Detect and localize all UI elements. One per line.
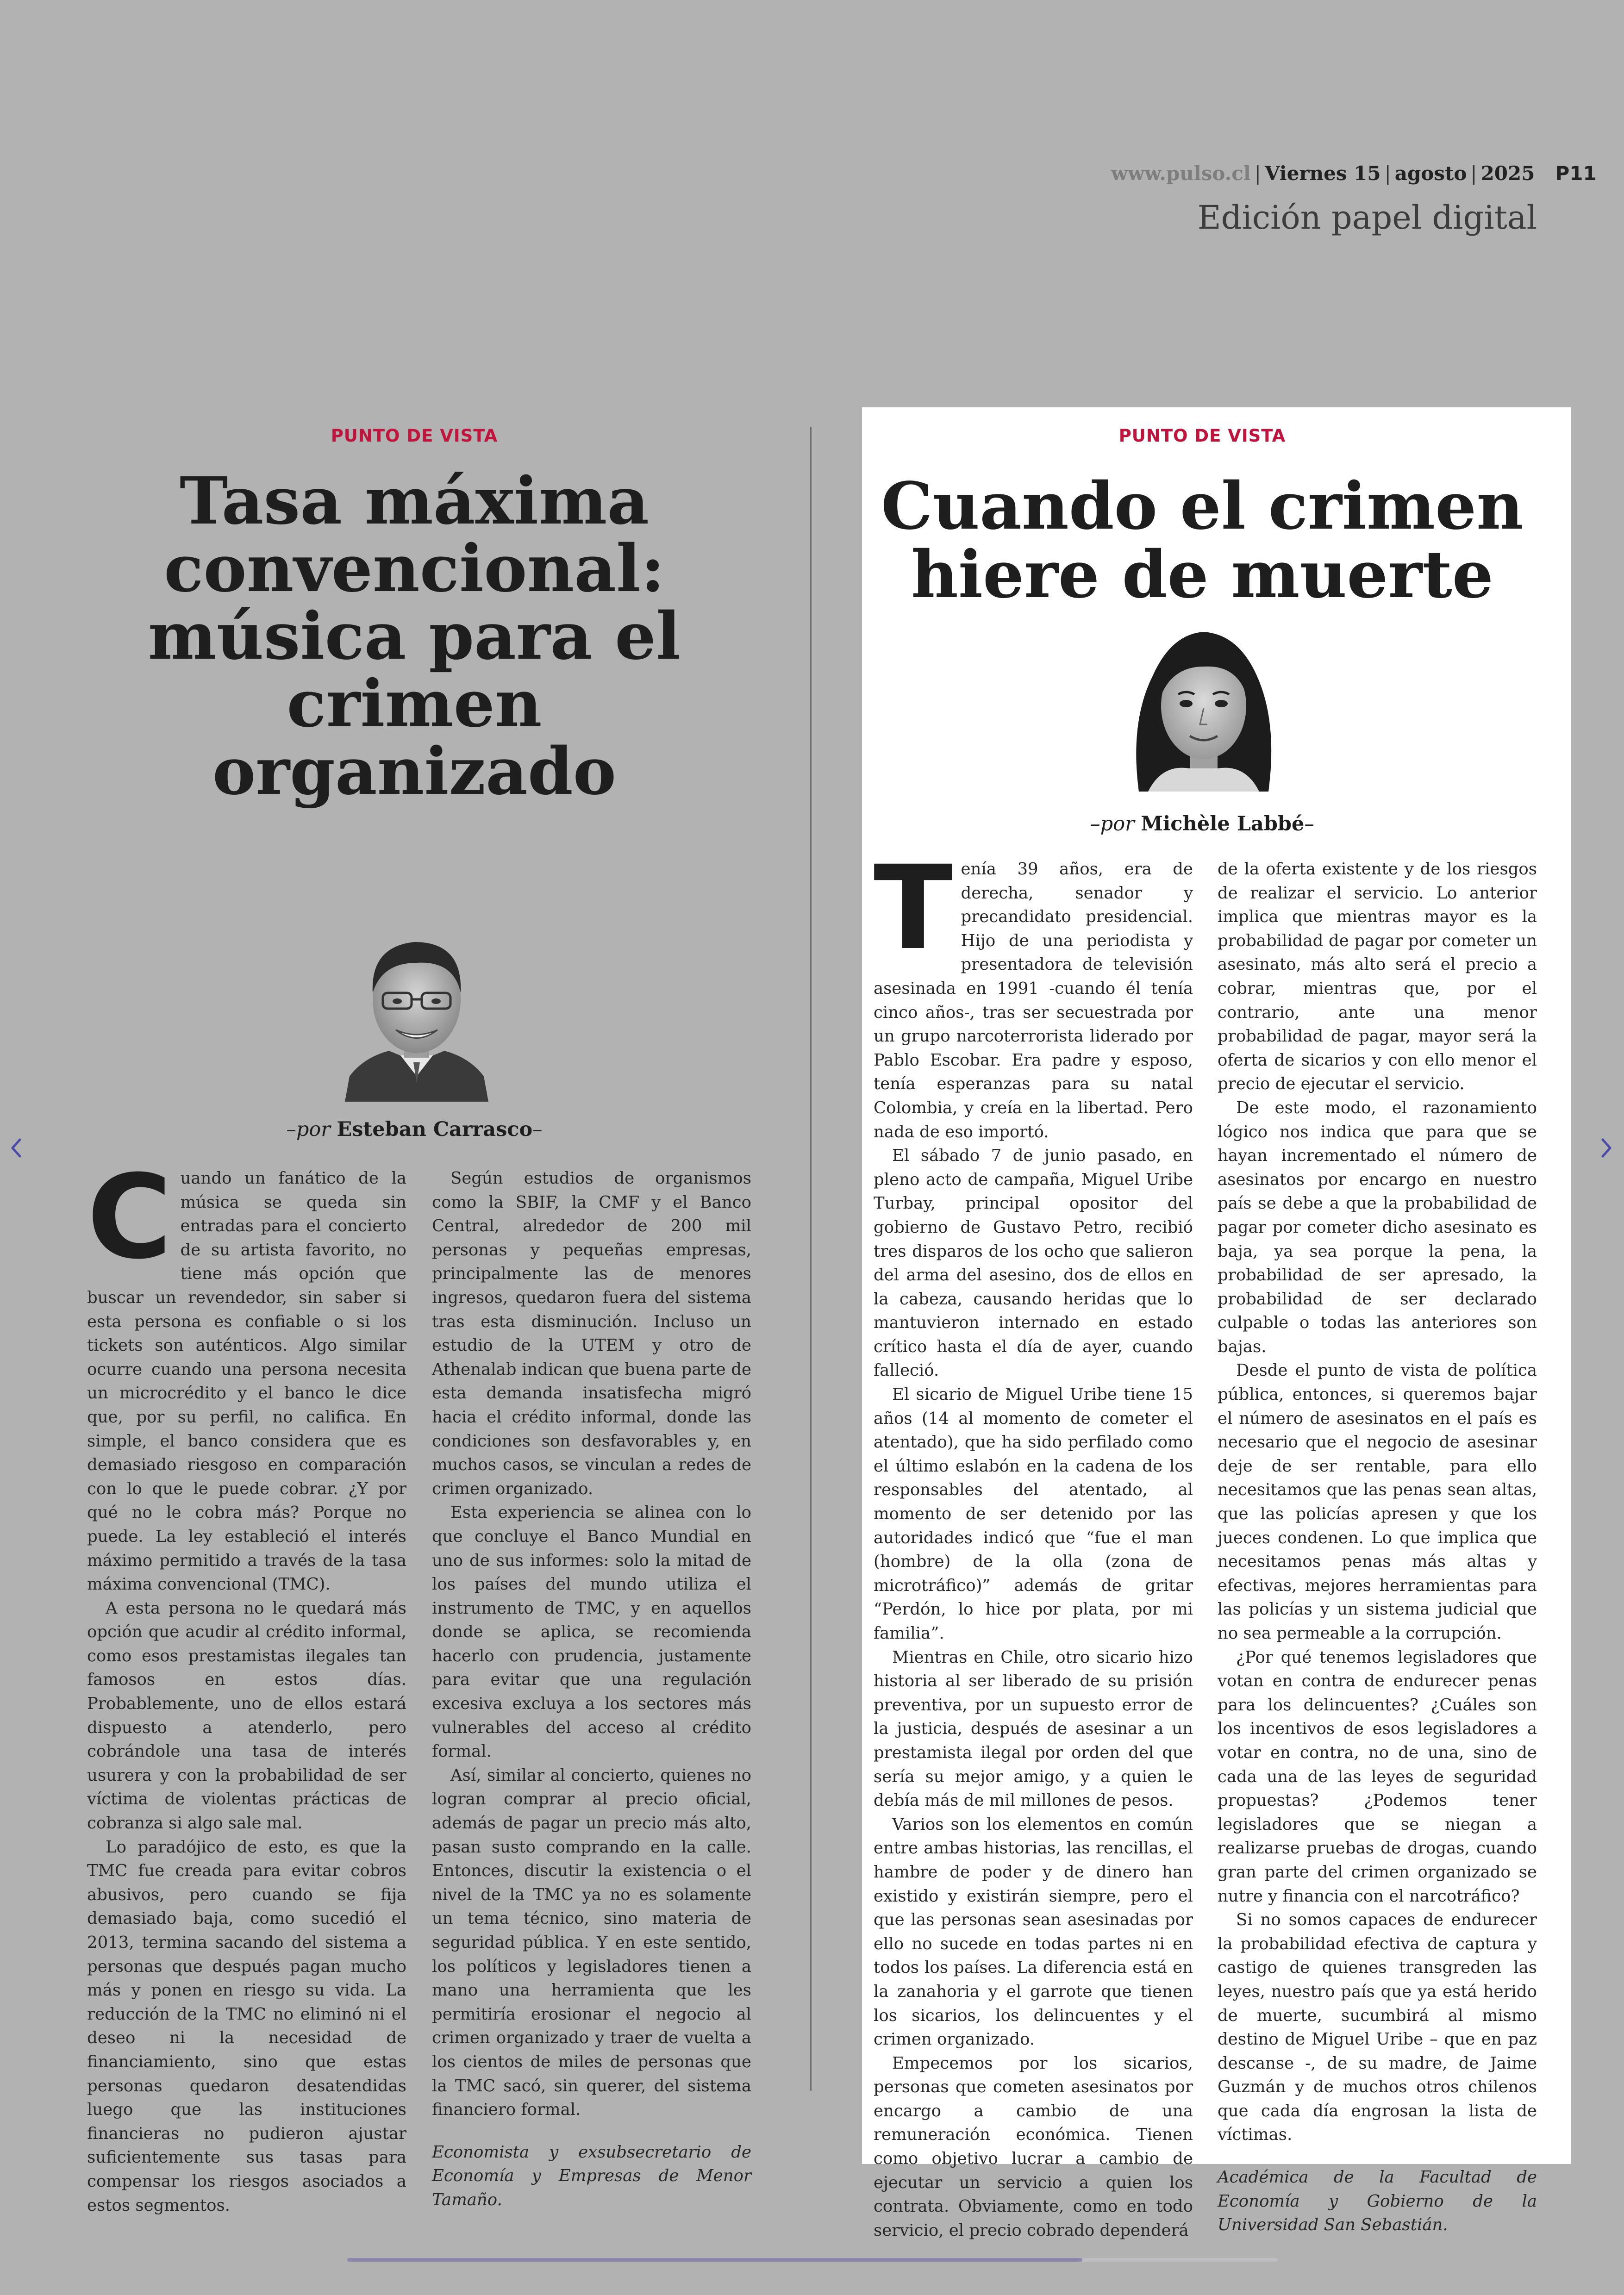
page-number: P11 (1555, 162, 1597, 185)
header-dateline: www.pulso.cl | Viernes 15 | agosto | 2025 P11 (1111, 162, 1597, 185)
left-column-1 (87, 1150, 406, 2217)
paragraph: El sicario de Miguel Uribe tiene 15 años (14 al momento de cometer el atentado), que ha sido perfilado como el último eslabón en la cadena de los responsables del atentado, al momento de ser detenido por las autoridades indicó que “fue el man (hombre) de la olla (zona de microtráfico)” además de gritar “Perdón, lo hice por plata, por mi familia”. (874, 1385, 1193, 1643)
paragraph: Empecemos por los sicarios, personas que cometen asesinatos por encargo a cambio de una remuneración económica. Tienen como objetivo lucrar a cambio de ejecutar un servicio a quien los contrata. Obviamente, como en todo servicio, el precio cobrado dependerá (874, 2053, 1193, 2240)
header-day: Viernes 15 (1264, 162, 1381, 185)
author-photo-michele-labbe (1120, 620, 1287, 792)
previous-page-button[interactable] (2, 1129, 30, 1166)
edition-label: Edición papel digital (1197, 199, 1537, 237)
byline-suffix: – (532, 1118, 543, 1141)
paragraph: Varios son los elementos en común entre ambas historias, las rencillas, el hambre de poder y de dinero han existido y existirán siempre, pero el que las personas sean asesinadas por ello no sucede en todas partes ni en todos los países. La diferencia está en la zanahoria y el garrote que tienen los sicarios, los delincuentes y el crimen organizado. (874, 1815, 1193, 2049)
author-signature: Economista y exsubsecretario de Economía y Empresas de Menor Tamaño. (432, 2142, 751, 2209)
author-name: Michèle Labbé (1141, 812, 1305, 836)
site-url[interactable]: www.pulso.cl (1111, 162, 1251, 185)
page-progress-fill (347, 2258, 1082, 2262)
byline-prefix: –por (286, 1118, 331, 1141)
right-kicker: PUNTO DE VISTA (1118, 426, 1286, 446)
paragraph: Tenía 39 años, era de derecha, senador y precandidato presidencial. Hijo de una periodista y presentadora de televisión asesinada en 1991 -cuando él tenía cinco años-, tras ser secuestrada por un grupo narcoterrorista liderado por Pablo Escobar. Era padre y esposo, tenía esperanzas para su natal Colombia, y creía en la libertad. Pero nada de eso importó. (874, 841, 1193, 1141)
author-photo-esteban-carrasco (345, 923, 488, 1102)
paragraph: Lo paradójico de esto, es que la TMC fue creada para evitar cobros abusivos, pero cuando se fija demasiado baja, como sucedió el 2013, termina sacando del sistema a personas que después pagan mucho más y ponen en riesgo su vida. La reducción de la TMC no eliminó ni el deseo ni la necesidad de financiamiento, sino que estas personas quedaron desatendidas luego que las instituciones financieras no pudieron ajustar suficientemente sus tasas para compensar los riesgos asociados a estos segmentos. (87, 1837, 406, 2215)
chevron-right-icon (1597, 1134, 1616, 1162)
paragraph: de la oferta existente y de los riesgos de realizar el servicio. Lo anterior implica que mientras mayor es la probabilidad de pagar por cometer un asesinato, más alto será el precio a cobrar, mientras que, por el contrario, ante una menor probabilidad de pagar, mayor será la oferta de sicarios y con ello menor el precio de ejecutar el servicio. (1218, 860, 1537, 1094)
author-signature: Académica de la Facultad de Economía y Gobierno de la Universidad San Sebastián. (1218, 2168, 1537, 2235)
paragraph: Así, similar al concierto, quienes no logran comprar al precio oficial, además de pagar un precio más alto, pasan susto comprando en la calle. Entonces, discutir la existencia o el nivel de la TMC ya no es solamente un tema técnico, sino materia de seguridad pública. Y en este sentido, los políticos y legisladores tienen a mano una herramienta que les permitiría erosionar el negocio al crimen organizado y traer de vuelta a los cientos de miles de personas que la TMC sacó, sin querer, del sistema financiero formal. (432, 1765, 751, 2120)
paragraph: Esta experiencia se alinea con lo que concluye el Banco Mundial en uno de sus informes: solo la mitad de los países del mundo utiliza el instrumento de TMC, y en aquellos donde se aplica, se recomienda hacerlo con prudencia, justamente para evitar que una regulación excesiva excluya a los sectores más vulnerables del acceso al crédito formal. (432, 1503, 751, 1761)
page-header (1111, 162, 1597, 237)
page-progress-bar[interactable] (347, 2258, 1278, 2262)
right-byline (862, 812, 1543, 836)
drop-cap: T (874, 841, 953, 975)
paragraph: Según estudios de organismos como la SBIF, la CMF y el Banco Central, alrededor de 200 mil personas y pequeñas empresas, principalmente las de menores ingresos, quedaron fuera del sistema tras esta disminución. Incluso un estudio de la UTEM y otro de Athenalab indican que buena parte de esta demanda insatisfecha migró hacia el crédito informal, donde las condiciones son desfavorables y, en muchos casos, se vinculan a redes de crimen organizado. (432, 1169, 751, 1498)
paragraph: ¿Por qué tenemos legisladores que votan en contra de endurecer penas para los delincuentes? ¿Cuáles son los incentivos de esos legisladores a votar en contra, no de una, sino de cada una de las leyes de seguridad propuestas? ¿Podemos tener legisladores que se niegan a realizarse pruebas de drogas, cuando gran parte del crimen organizado se nutre y financia con el narcotráfico? (1218, 1647, 1537, 1906)
left-headline: Tasa máxima convencional: música para el crimen organizado (148, 463, 681, 810)
paragraph: Si no somos capaces de endurecer la probabilidad efectiva de captura y castigo de quienes transgreden las leyes, nuestro país que ya está herido de muerte, sucumbirá al mismo destino de Miguel Uribe – que en paz descanse -, de su madre, de Jaime Guzmán y de muchos otros chilenos que cada día engrosan la lista de víctimas. (1218, 1910, 1537, 2145)
next-page-button[interactable] (1593, 1129, 1620, 1166)
right-column-1 (874, 841, 1193, 2242)
paragraph: Cuando un fanático de la música se queda sin entradas para el concierto de su artista favorito, no tiene más opción que buscar un revendedor, sin saber si esta persona es confiable o si los tickets son auténticos. Algo similar ocurre cuando una persona necesita un microcrédito y el banco le dice que, por su perfil, no califica. En simple, el banco considera que es demasiado riesgoso en comparación con lo que le puede cobrar. ¿Y por qué no le cobra más? Porque no puede. La ley estableció el interés máximo permitido a través de la tasa máxima convencional (TMC). (87, 1150, 406, 1594)
right-column-2 (1218, 857, 1537, 2237)
right-headline: Cuando el crimen hiere de muerte (881, 468, 1524, 613)
paragraph: A esta persona no le quedará más opción que acudir al crédito informal, como esos prestamistas ilegales tan famosos en estos días. Probablemente, uno de ellos estará dispuesto a atenderlo, pero cobrándole una tasa de interés usurera y con la probabilidad de ser víctima de violentas prácticas de cobranza si algo sale mal. (87, 1598, 406, 1833)
drop-cap: C (87, 1150, 172, 1285)
header-month: agosto (1394, 162, 1467, 185)
left-column-2 (432, 1166, 751, 2212)
byline-prefix: –por (1090, 812, 1135, 836)
chevron-left-icon (7, 1134, 25, 1162)
paragraph: De este modo, el razonamiento lógico nos indica que para que se hayan incrementado el número de asesinatos por encargo en nuestro país se debe a que la probabilidad de pagar por cometer dicho asesinato es baja, ya sea porque la pena, la probabilidad de ser apresado, la probabilidad de ser declarado culpable o todas las anteriores son bajas. (1218, 1098, 1537, 1356)
paragraph: El sábado 7 de junio pasado, en pleno acto de campaña, Miguel Uribe Turbay, principal opositor del gobierno de Gustavo Petro, recibió tres disparos de los ocho que salieron del arma del asesino, dos de ellos en la cabeza, causando heridas que lo mantuvieron internado en estado crítico hasta el día de ayer, cuando falleció. (874, 1146, 1193, 1380)
left-byline (83, 1118, 745, 1141)
paragraph: Desde el punto de vista de política pública, entonces, si queremos bajar el número de asesinatos en el país es necesario que el negocio de asesinar deje de ser rentable, para ello necesitamos que las penas sean altas, que las policías apresen y que los jueces condenen. Lo que implica que necesitamos penas más altas y efectivas, mejores herramientas para las policías y un sistema judicial que no sea permeable a la corrupción. (1218, 1361, 1537, 1643)
column-divider (810, 427, 812, 2091)
header-year: 2025 (1480, 162, 1535, 185)
left-kicker: PUNTO DE VISTA (331, 426, 498, 446)
paragraph: Mientras en Chile, otro sicario hizo historia al ser liberado de su prisión preventiva, por un supuesto error de la justicia, después de asesinar a un prestamista ilegal por orden del que sería su mejor amigo, y a quien le debía más de mil millones de pesos. (874, 1647, 1193, 1810)
author-name: Esteban Carrasco (337, 1118, 533, 1141)
byline-suffix: – (1304, 812, 1314, 836)
